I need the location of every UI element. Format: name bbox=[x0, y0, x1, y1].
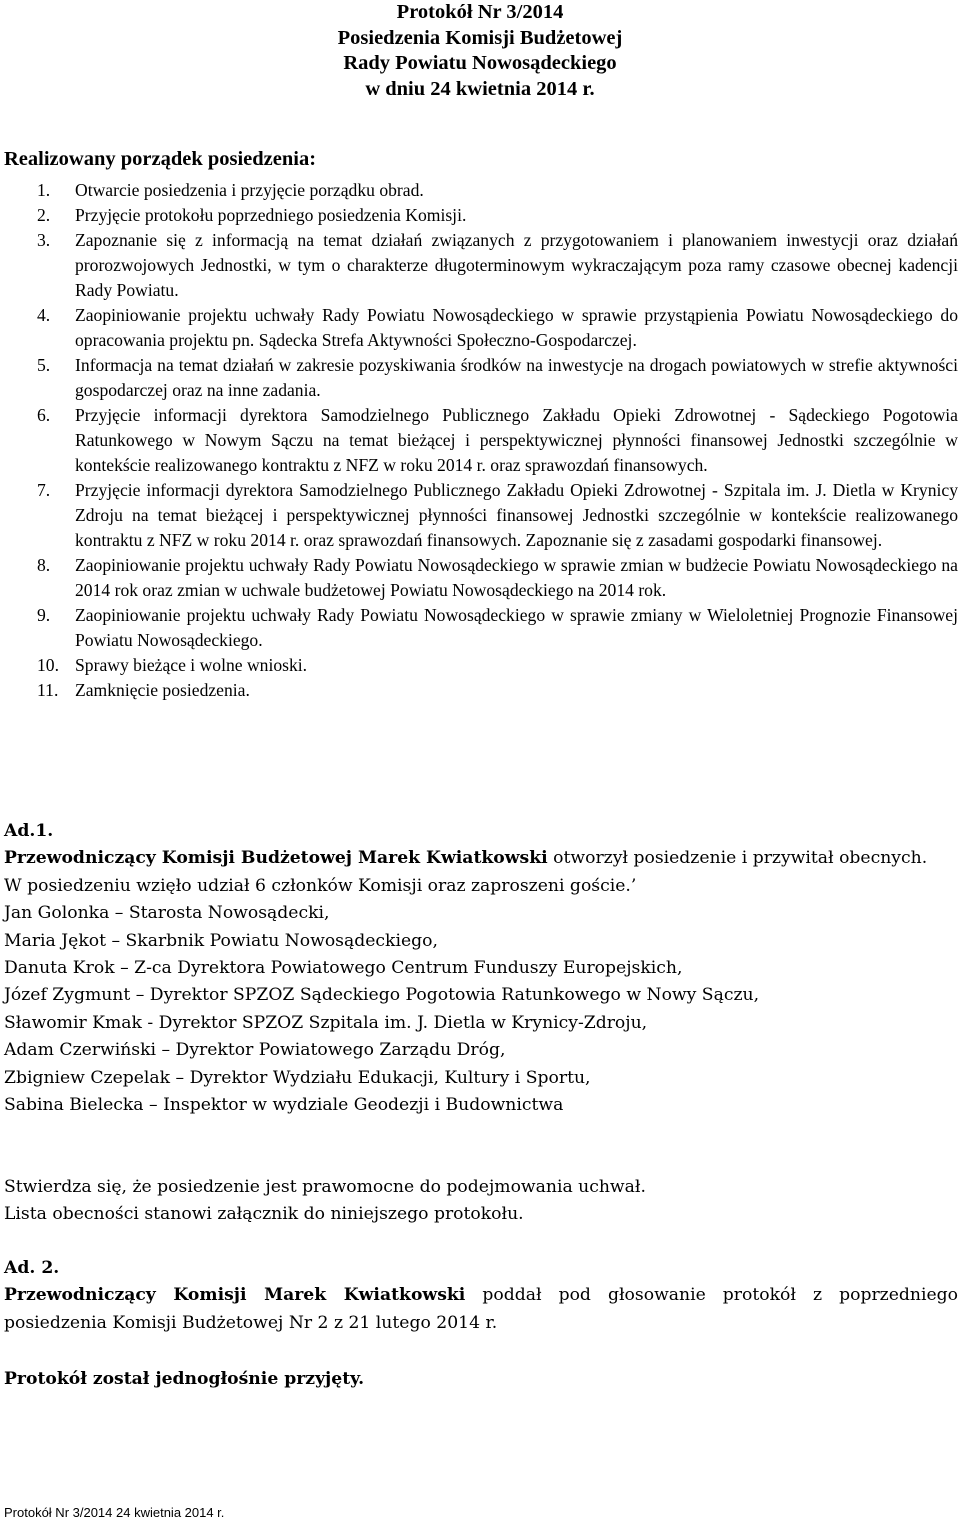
ad1-closing bbox=[4, 1174, 958, 1229]
protocol-accepted: Protokół został jednogłośnie przyjęty. bbox=[4, 1369, 365, 1389]
guest-entry: Danuta Krok – Z-ca Dyrektora Powiatowego Centrum Funduszy Europejskich, bbox=[4, 958, 683, 979]
agenda-item-text: Zamknięcie posiedzenia. bbox=[75, 680, 250, 700]
agenda-item-text: Informacja na temat działań w zakresie pozyskiwania środków na inwestycje na drogach powiatowych w strefie aktywności gospodarczej oraz na inne zadania. bbox=[75, 355, 958, 400]
title-line-1: Protokół Nr 3/2014 bbox=[396, 1, 564, 23]
ad1-attendance: W posiedzeniu wzięło udział 6 członków Komisji oraz zaproszeni goście.’ bbox=[4, 875, 637, 896]
guest-entry: Józef Zygmunt – Dyrektor SPZOZ Sądeckiego Pogotowia Ratunkowego w Nowy Sączu, bbox=[4, 985, 760, 1006]
agenda-item-text: Zapoznanie się z informacją na temat działań związanych z przygotowaniem i planowaniem inwestycji oraz działań prorozwojowych Jednostki, w tym o charakterze długoterminowym wykraczającym poza ramy czasowe obecnej kadencji Rady Powiatu. bbox=[75, 230, 958, 300]
ad1-heading: Ad.1. bbox=[4, 821, 54, 841]
ad1-opening-paragraph bbox=[4, 845, 958, 872]
agenda-item bbox=[0, 203, 958, 228]
agenda-item bbox=[0, 603, 958, 653]
title-line-2: Posiedzenia Komisji Budżetowej bbox=[337, 26, 623, 49]
agenda-item bbox=[0, 478, 958, 553]
agenda-item bbox=[0, 403, 958, 478]
ad2-paragraph bbox=[4, 1282, 958, 1337]
agenda-item bbox=[0, 353, 958, 403]
guest-entry: Jan Golonka – Starosta Nowosądecki, bbox=[4, 903, 330, 924]
agenda-item-number: 6. bbox=[37, 405, 51, 425]
guest-entry: Adam Czerwiński – Dyrektor Powiatowego Zarządu Dróg, bbox=[4, 1040, 506, 1061]
agenda-item bbox=[0, 178, 958, 203]
agenda-item-text: Przyjęcie informacji dyrektora Samodzielnego Publicznego Zakładu Opieki Zdrowotnej - Sądeckiego Pogotowia Ratunkowego w Nowym Sączu na temat bieżącej i perspektywicznej płynności finansowej Jednostki szczególnie w kontekście realizowanego kontraktu z NFZ w roku 2014 r. oraz sprawozdań finansowych. bbox=[75, 405, 958, 475]
ad2-result bbox=[4, 1366, 958, 1393]
agenda-item-number: 2. bbox=[37, 205, 51, 225]
ad2-chair-text: poddał pod głosowanie protokół z poprzedniego posiedzenia Komisji Budżetowej Nr 2 z 21 lutego 2014 r. bbox=[4, 1285, 958, 1333]
agenda-item-text: Przyjęcie protokołu poprzedniego posiedzenia Komisji. bbox=[75, 205, 467, 225]
agenda-item-number: 3. bbox=[37, 230, 51, 250]
ad2-section bbox=[4, 1255, 958, 1337]
agenda-item-text: Zaopiniowanie projektu uchwały Rady Powiatu Nowosądeckiego w sprawie zmian w budżecie Powiatu Nowosądeckiego na 2014 rok oraz zmian w uchwale budżetowej Powiatu Nowosądeckiego na 2014 rok. bbox=[75, 555, 958, 600]
agenda-item-number: 10. bbox=[37, 655, 59, 675]
agenda-item bbox=[0, 678, 958, 703]
ad2-heading: Ad. 2. bbox=[4, 1258, 60, 1278]
guest-entry: Zbigniew Czepelak – Dyrektor Wydziału Edukacji, Kultury i Sportu, bbox=[4, 1067, 591, 1088]
agenda-item bbox=[0, 303, 958, 353]
agenda-item-number: 4. bbox=[37, 305, 51, 325]
agenda-item bbox=[0, 228, 958, 303]
attendance-list-note: Lista obecności stanowi załącznik do niniejszego protokołu. bbox=[4, 1204, 524, 1225]
agenda-item-number: 1. bbox=[37, 180, 51, 200]
ad2-chair-name: Przewodniczący Komisji Marek Kwiatkowski bbox=[4, 1285, 466, 1306]
agenda-item-number: 11. bbox=[37, 680, 59, 700]
guest-entry: Sławomir Kmak - Dyrektor SPZOZ Szpitala im. J. Dietla w Krynicy-Zdroju, bbox=[4, 1012, 648, 1033]
agenda-item bbox=[0, 653, 958, 678]
agenda-item-text: Zaopiniowanie projektu uchwały Rady Powiatu Nowosądeckiego w sprawie przystąpienia Powiatu Nowosądeckiego do opracowania projektu pn. Sądecka Strefa Aktywności Społeczno-Gospodarczej. bbox=[75, 305, 958, 350]
agenda-item-text: Otwarcie posiedzenia i przyjęcie porządku obrad. bbox=[75, 180, 424, 200]
ad1-chair-text: otworzył posiedzenie i przywitał obecnych. bbox=[547, 848, 928, 869]
quorum-statement: Stwierdza się, że posiedzenie jest prawomocne do podejmowania uchwał. bbox=[4, 1177, 646, 1197]
agenda-heading: Realizowany porządek posiedzenia: bbox=[4, 148, 317, 170]
title-line-4: w dniu 24 kwietnia 2014 r. bbox=[365, 77, 595, 100]
ad1-chair-name: Przewodniczący Komisji Budżetowej Marek Kwiatkowski bbox=[4, 848, 548, 869]
agenda-item-number: 8. bbox=[37, 555, 51, 575]
ad1-section bbox=[4, 818, 958, 1119]
document-title bbox=[0, 0, 960, 102]
agenda-item-number: 7. bbox=[37, 480, 51, 500]
agenda-item-text: Zaopiniowanie projektu uchwały Rady Powiatu Nowosądeckiego w sprawie zmiany w Wieloletniej Prognozie Finansowej Powiatu Nowosądeckiego. bbox=[75, 605, 958, 650]
agenda-item-text: Przyjęcie informacji dyrektora Samodzielnego Publicznego Zakładu Opieki Zdrowotnej - Szpitala im. J. Dietla w Krynicy Zdroju na temat bieżącej i perspektywicznej płynności finansowej Jednostki szczególnie w kontekście realizowanego kontraktu z NFZ w roku 2014 r. oraz sprawozdań finansowych. Zapoznanie się z zasadami gospodarki finansowej. bbox=[75, 480, 958, 550]
agenda-list bbox=[0, 178, 958, 703]
agenda-item-text: Sprawy bieżące i wolne wnioski. bbox=[75, 655, 308, 675]
guest-entry: Maria Jękot – Skarbnik Powiatu Nowosądeckiego, bbox=[4, 930, 438, 951]
agenda-item-number: 9. bbox=[37, 605, 51, 625]
guest-entry: Sabina Bielecka – Inspektor w wydziale Geodezji i Budownictwa bbox=[4, 1095, 564, 1116]
page-footer: Protokół Nr 3/2014 24 kwietnia 2014 r. bbox=[4, 1505, 225, 1520]
agenda-item bbox=[0, 553, 958, 603]
title-line-3: Rady Powiatu Nowosądeckiego bbox=[343, 52, 617, 74]
agenda-item-number: 5. bbox=[37, 355, 51, 375]
